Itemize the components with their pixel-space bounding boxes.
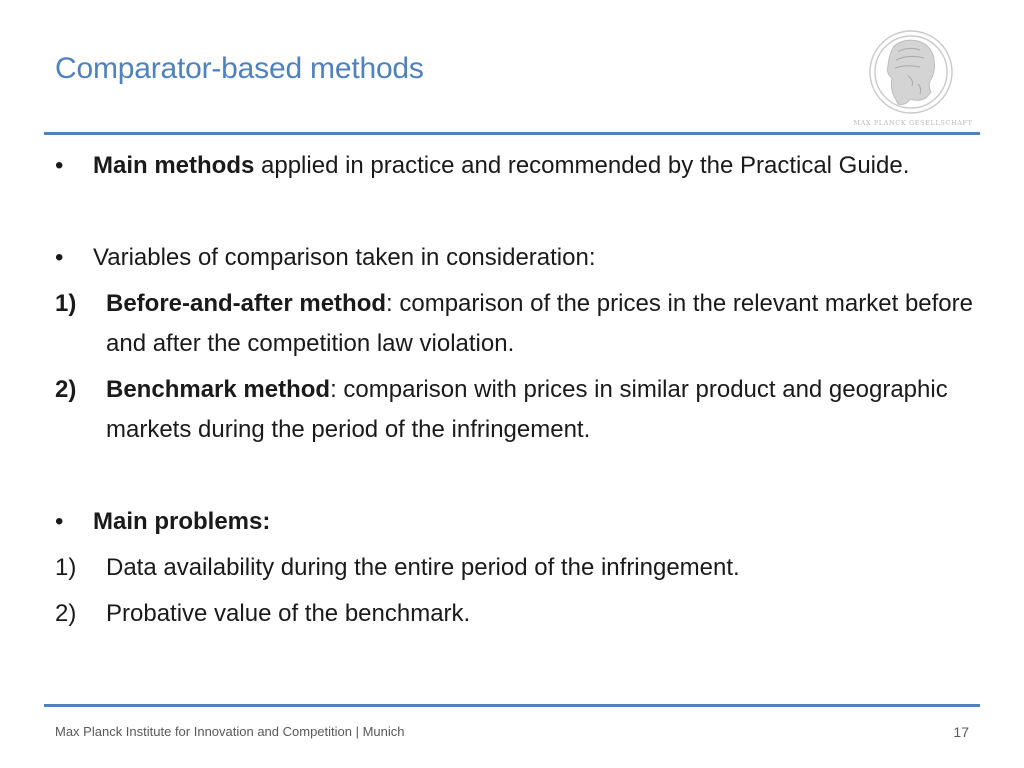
method-item-before-after (55, 284, 985, 364)
problem-item-data-availability (55, 548, 985, 588)
footer-institute: Max Planck Institute for Innovation and Competition | Munich (55, 724, 405, 739)
header-divider (44, 132, 980, 135)
max-planck-logo (848, 26, 978, 130)
bullet-marker: • (55, 508, 64, 535)
page-number: 17 (953, 724, 969, 740)
method-item-benchmark (55, 370, 985, 450)
slide-body (55, 146, 985, 634)
problem-number: 2) (55, 600, 77, 627)
minerva-head-seal-icon (848, 26, 978, 118)
logo-caption: MAX PLANCK GESELLSCHAFT (853, 119, 973, 127)
problem-item-probative-value (55, 594, 985, 634)
footer-divider (44, 704, 980, 707)
bullet-bold-text: Main methods (93, 152, 255, 179)
slide-title: Comparator-based methods (55, 52, 424, 85)
problem-text: Probative value of the benchmark. (106, 600, 471, 627)
bullet-marker: • (55, 152, 64, 179)
bullet-text: applied in practice and recommended by the Practical Guide. (254, 152, 910, 179)
method-number: 1) (55, 290, 77, 317)
method-description: : comparison of the prices in the relevant market before and after the competition law violation. (106, 290, 973, 357)
problem-number: 1) (55, 554, 77, 581)
bullet-text: Variables of comparison taken in consideration: (93, 244, 596, 271)
method-description: : comparison with prices in similar product and geographic markets during the period of the infringement. (106, 376, 948, 443)
bullet-bold-text: Main problems: (93, 508, 271, 535)
method-name: Benchmark method (106, 376, 331, 403)
bullet-main-methods (55, 146, 985, 186)
bullet-main-problems (55, 502, 985, 542)
method-name: Before-and-after method (106, 290, 387, 317)
method-number: 2) (55, 376, 77, 403)
bullet-marker: • (55, 244, 64, 271)
problem-text: Data availability during the entire period of the infringement. (106, 554, 740, 581)
bullet-variables (55, 238, 985, 278)
